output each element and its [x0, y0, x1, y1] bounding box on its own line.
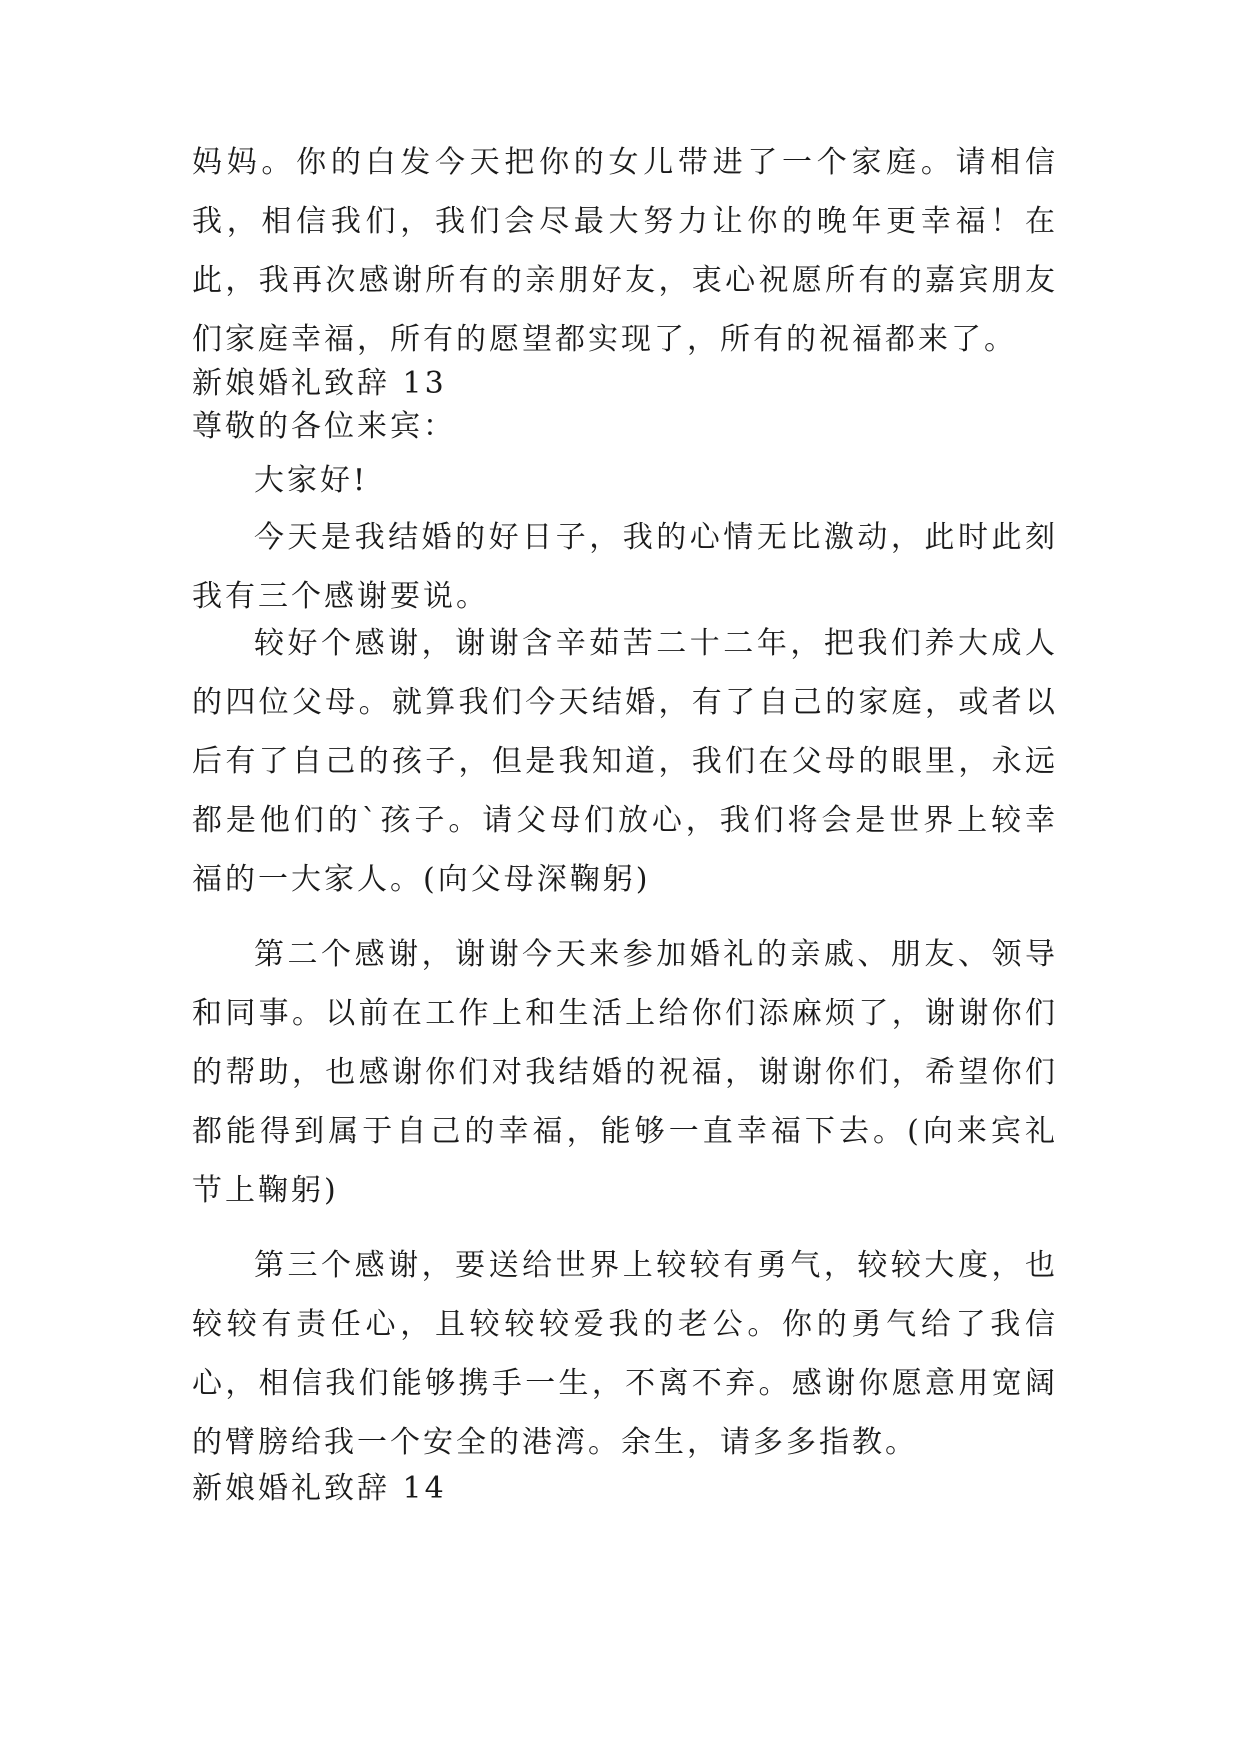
continued-paragraph: 妈妈。你的白发今天把你的女儿带进了一个家庭。请相信我，相信我们，我们会尽最大努力让你的晚年更幸福！在此，我再次感谢所有的亲朋好友，衷心祝愿所有的嘉宾朋友们家庭幸福，所有的愿望都实现了，所有的祝福都来了。 — [192, 145, 1058, 357]
paragraph-1: 今天是我结婚的好日子，我的心情无比激动，此时此刻我有三个感谢要说。 — [192, 520, 1058, 614]
greeting: 大家好! — [254, 463, 369, 498]
section-heading-14: 新娘婚礼致辞 14 — [192, 1471, 447, 1506]
paragraph-4: 第三个感谢，要送给世界上较较有勇气，较较大度，也较较有责任心，且较较较爱我的老公。你的勇气给了我信心，相信我们能够携手一生，不离不弃。感谢你愿意用宽阔的臂膀给我一个安全的港湾。余生，请多多指教。 — [192, 1248, 1058, 1460]
paragraph-3: 第二个感谢，谢谢今天来参加婚礼的亲戚、朋友、领导和同事。以前在工作上和生活上给你们添麻烦了，谢谢你们的帮助，也感谢你们对我结婚的祝福，谢谢你们，希望你们都能得到属于自己的幸福，能够一直幸福下去。(向来宾礼节上鞠躬) — [192, 937, 1058, 1208]
paragraph-2: 较好个感谢，谢谢含辛茹苦二十二年，把我们养大成人的四位父母。就算我们今天结婚，有了自己的家庭，或者以后有了自己的孩子，但是我知道，我们在父母的眼里，永远都是他们的`孩子。请父母们放心，我们将会是世界上较幸福的一大家人。(向父母深鞠躬) — [192, 626, 1058, 897]
salutation: 尊敬的各位来宾： — [192, 409, 456, 444]
section-heading-13: 新娘婚礼致辞 13 — [192, 366, 447, 401]
